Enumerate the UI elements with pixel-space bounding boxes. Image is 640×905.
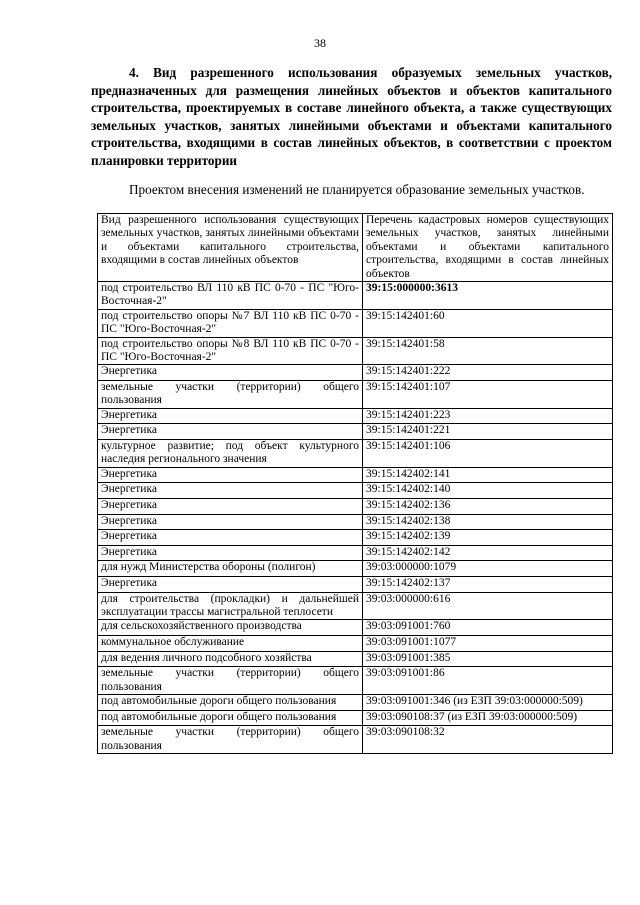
page-number: 38 [314, 36, 326, 50]
use-cell: Энергетика [98, 408, 363, 424]
cadastral-number-cell: 39:03:091001:346 (из ЕЗП 39:03:000000:509) [363, 695, 613, 711]
cadastral-number-cell: 39:15:142402:139 [363, 530, 613, 546]
cadastral-number-cell: 39:03:091001:86 [363, 667, 613, 695]
cadastral-number-cell: 39:15:142401:107 [363, 381, 613, 409]
table-row [98, 592, 613, 620]
use-cell: для сельскохозяйственного производства [98, 620, 363, 636]
header-cadastral-cell: Перечень кадастровых номеров существующих земельных участков, занятых линейными объектами и объектами капитального строительства, входящими в состав линейных объектов [363, 214, 613, 282]
use-cell: земельные участки (территории) общего пользования [98, 667, 363, 695]
cadastral-number-cell: 39:15:142402:140 [363, 483, 613, 499]
cadastral-number-cell: 39:15:142402:136 [363, 499, 613, 515]
use-cell: Энергетика [98, 483, 363, 499]
cadastral-number-cell: 39:03:091001:1077 [363, 636, 613, 652]
table-row [98, 620, 613, 636]
cadastral-number-cell: 39:15:142401:221 [363, 424, 613, 440]
cadastral-number-cell: 39:15:142402:137 [363, 577, 613, 593]
use-cell: Энергетика [98, 499, 363, 515]
cadastral-number-cell: 39:03:000000:1079 [363, 561, 613, 577]
cadastral-number-cell: 39:15:142401:223 [363, 408, 613, 424]
table-row [98, 440, 613, 468]
use-cell: под автомобильные дороги общего пользования [98, 710, 363, 726]
table-row [98, 408, 613, 424]
use-cell: культурное развитие; под объект культурного наследия регионального значения [98, 440, 363, 468]
table-row [98, 667, 613, 695]
table-row [98, 636, 613, 652]
cadastral-number-cell: 39:15:142402:142 [363, 545, 613, 561]
table-row [98, 695, 613, 711]
table-row [98, 282, 613, 310]
cadastral-number-cell: 39:15:142401:106 [363, 440, 613, 468]
table-row [98, 467, 613, 483]
use-cell: под строительство опоры №8 ВЛ 110 кВ ПС 0-70 - ПС "Юго-Восточная-2" [98, 337, 363, 365]
use-cell: под строительство ВЛ 110 кВ ПС 0-70 - ПС "Юго-Восточная-2" [98, 282, 363, 310]
cadastral-number-cell: 39:03:090108:37 (из ЕЗП 39:03:000000:509) [363, 710, 613, 726]
use-cell: земельные участки (территории) общего пользования [98, 726, 363, 754]
table-row [98, 365, 613, 381]
use-cell: Энергетика [98, 577, 363, 593]
use-cell: Энергетика [98, 514, 363, 530]
table-row [98, 710, 613, 726]
land-plots-table [97, 213, 613, 754]
cadastral-number-cell: 39:03:090108:32 [363, 726, 613, 754]
use-cell: коммунальное обслуживание [98, 636, 363, 652]
use-cell: Энергетика [98, 424, 363, 440]
use-cell: для строительства (прокладки) и дальнейшей эксплуатации трассы магистральной теплосети [98, 592, 363, 620]
intro-paragraph: Проектом внесения изменений не планируется образование земельных участков. [129, 182, 585, 197]
header-use-cell: Вид разрешенного использования существующих земельных участков, занятых линейными объектами и объектами капитального строительства, входящими в состав линейных объектов [98, 214, 363, 282]
cadastral-number-cell: 39:03:000000:616 [363, 592, 613, 620]
table-row [98, 577, 613, 593]
use-cell: под строительство опоры №7 ВЛ 110 кВ ПС 0-70 - ПС "Юго-Восточная-2" [98, 309, 363, 337]
cadastral-number-cell: 39:03:091001:385 [363, 651, 613, 667]
cadastral-number-cell: 39:15:142401:222 [363, 365, 613, 381]
table-row [98, 514, 613, 530]
use-cell: земельные участки (территории) общего пользования [98, 381, 363, 409]
cadastral-number-cell: 39:03:091001:760 [363, 620, 613, 636]
table-row [98, 561, 613, 577]
table-header-row [98, 214, 613, 282]
cadastral-number-cell: 39:15:142401:60 [363, 309, 613, 337]
use-cell: для ведения личного подсобного хозяйства [98, 651, 363, 667]
cadastral-number-cell: 39:15:142401:58 [363, 337, 613, 365]
table-row [98, 545, 613, 561]
table-row [98, 309, 613, 337]
use-cell: Энергетика [98, 467, 363, 483]
table-row [98, 483, 613, 499]
use-cell: Энергетика [98, 365, 363, 381]
use-cell: для нужд Министерства обороны (полигон) [98, 561, 363, 577]
cadastral-number-cell: 39:15:142402:141 [363, 467, 613, 483]
use-cell: Энергетика [98, 545, 363, 561]
section-heading: 4. Вид разрешенного использования образуемых земельных участков, предназначенных для размещения линейных объектов и объектов капитального строительства, проектируемых в составе линейного объекта, а также существующих земельных участков, занятых линейными объектами и объектами капитального строительства, входящими в состав линейных объектов, в соответствии с проектом планировки территории [91, 65, 612, 168]
use-cell: под автомобильные дороги общего пользования [98, 695, 363, 711]
table-row [98, 651, 613, 667]
table-row [98, 499, 613, 515]
use-cell: Энергетика [98, 530, 363, 546]
cadastral-number-cell: 39:15:142402:138 [363, 514, 613, 530]
table-row [98, 424, 613, 440]
table-row [98, 337, 613, 365]
cadastral-number-cell: 39:15:000000:3613 [363, 282, 613, 310]
table-row [98, 726, 613, 754]
table-row [98, 381, 613, 409]
table-row [98, 530, 613, 546]
